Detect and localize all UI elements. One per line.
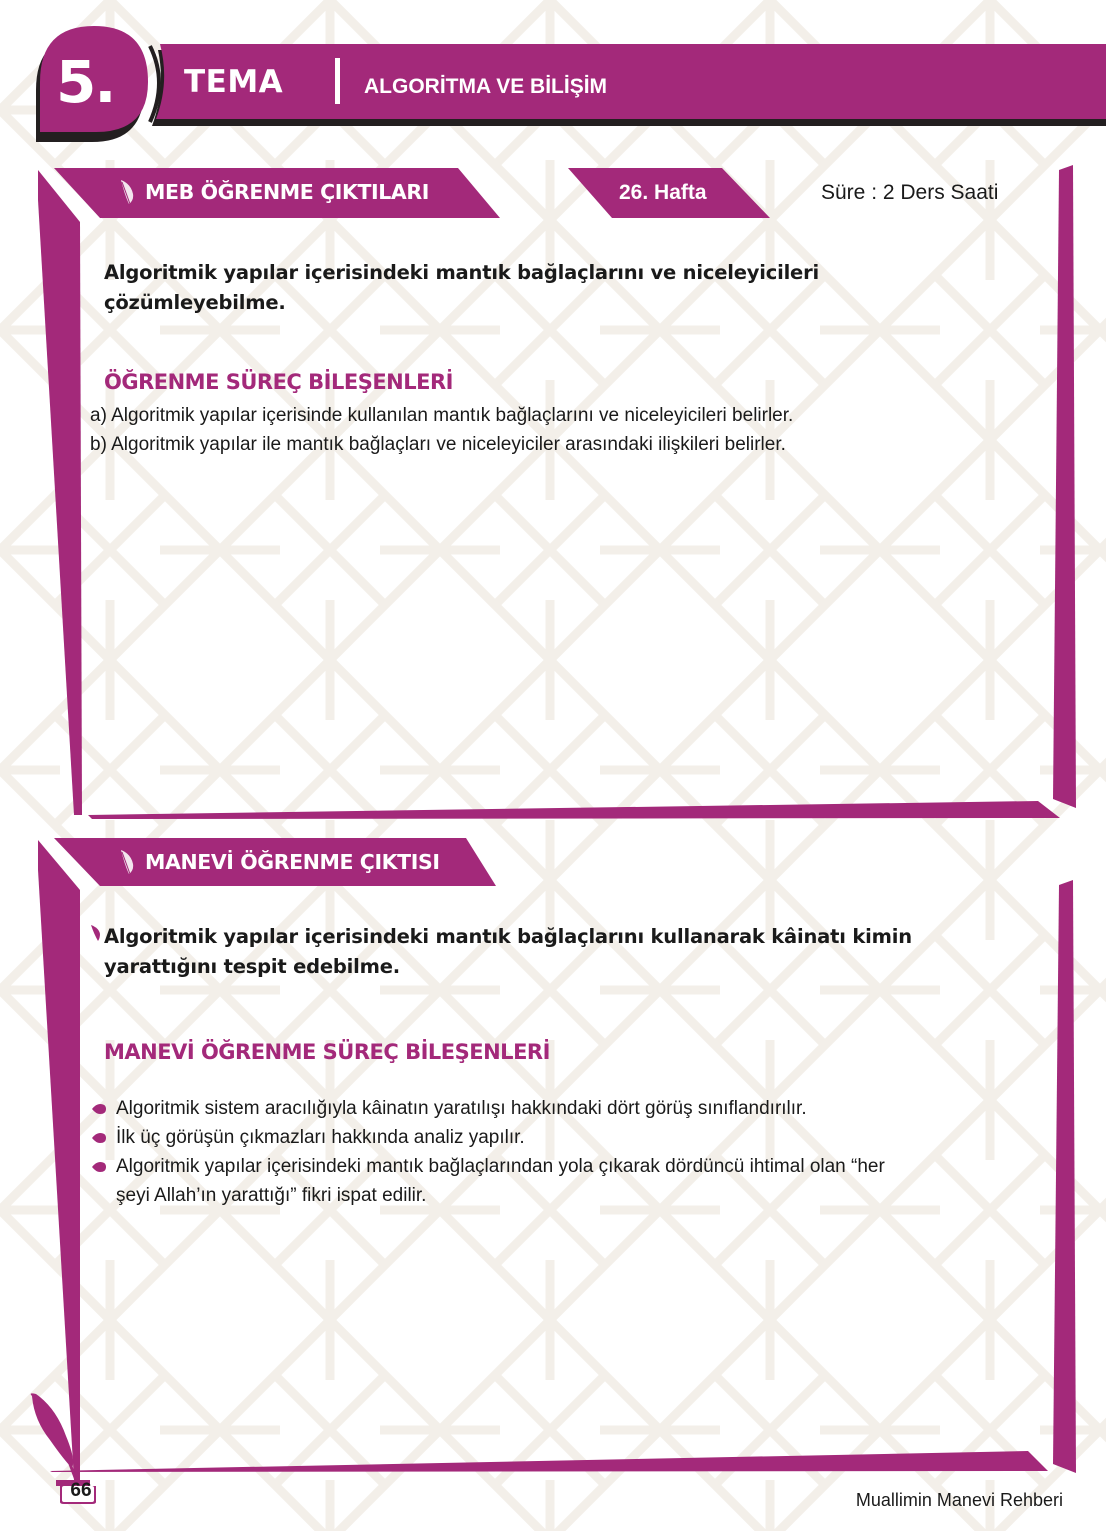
list-item: a) Algoritmik yapılar içerisinde kullanılan mantık bağlaçlarını ve niceleyicileri belirler. [90,405,794,426]
list-item: b) Algoritmik yapılar ile mantık bağlaçları ve niceleyiciler arasındaki ilişkileri belirler. [90,434,786,455]
bullet-icon [92,1162,106,1172]
meb-outcomes-ribbon [117,178,429,206]
bullet-icon [92,1104,106,1114]
section2-left-border [38,840,80,1480]
bullet-icon [92,1133,106,1143]
theme-label: TEMA [184,64,284,100]
small-feather-icon [90,924,102,942]
list-item: Algoritmik yapılar içerisindeki mantık bağlaçlarından yola çıkarak dördüncü ihtimal olan “her şeyi Allah’ın yarattığı” fikri ispat edilir. [92,1152,1032,1210]
meb-outcome-line: Algoritmik yapılar içerisindeki mantık bağlaçlarını ve niceleyicileri [104,261,819,284]
manevi-outcome-ribbon [117,848,440,876]
feather-icon [117,178,139,206]
manevi-components-title: MANEVİ ÖĞRENME SÜREÇ BİLEŞENLERİ [104,1040,550,1064]
manevi-outcome-title: MANEVİ ÖĞRENME ÇIKTISI [145,850,440,874]
section2-right-border [1053,880,1076,1473]
meb-components-title: ÖĞRENME SÜREÇ BİLEŞENLERİ [104,370,453,394]
theme-title: ALGORİTMA VE BİLİŞİM [364,75,608,98]
duration-label: Süre : 2 Ders Saati [821,181,999,204]
meb-components-list [90,401,1030,459]
meb-outcome-text [104,258,984,318]
theme-header-bar [156,44,1106,119]
section1-left-border [38,170,82,815]
manevi-components-list [92,1094,1032,1210]
book-title: Muallimin Manevi Rehberi [855,1490,1063,1510]
feather-icon [117,848,139,876]
week-label: 26. Hafta [619,181,707,204]
list-item: İlk üç görüşün çıkmazları hakkında analiz yapılır. [92,1123,1032,1152]
manevi-outcome-line: Algoritmik yapılar içerisindeki mantık bağlaçlarını kullanarak kâinatı kimin [104,925,912,948]
section2-bottom-border [50,1451,1048,1472]
section1-right-border [1053,165,1076,808]
meb-outcomes-title: MEB ÖĞRENME ÇIKTILARI [145,180,430,204]
list-item: Algoritmik sistem aracılığıyla kâinatın yaratılışı hakkındaki dört görüş sınıflandırılır. [92,1094,1032,1123]
section1-bottom-border [88,801,1060,819]
meb-outcome-line: çözümleyebilme. [104,291,286,314]
theme-number: 5. [56,48,115,116]
page-number: 66 [70,1480,92,1501]
manevi-outcome-text [104,922,1044,982]
manevi-outcome-line: yarattığını tespit edebilme. [104,955,400,978]
